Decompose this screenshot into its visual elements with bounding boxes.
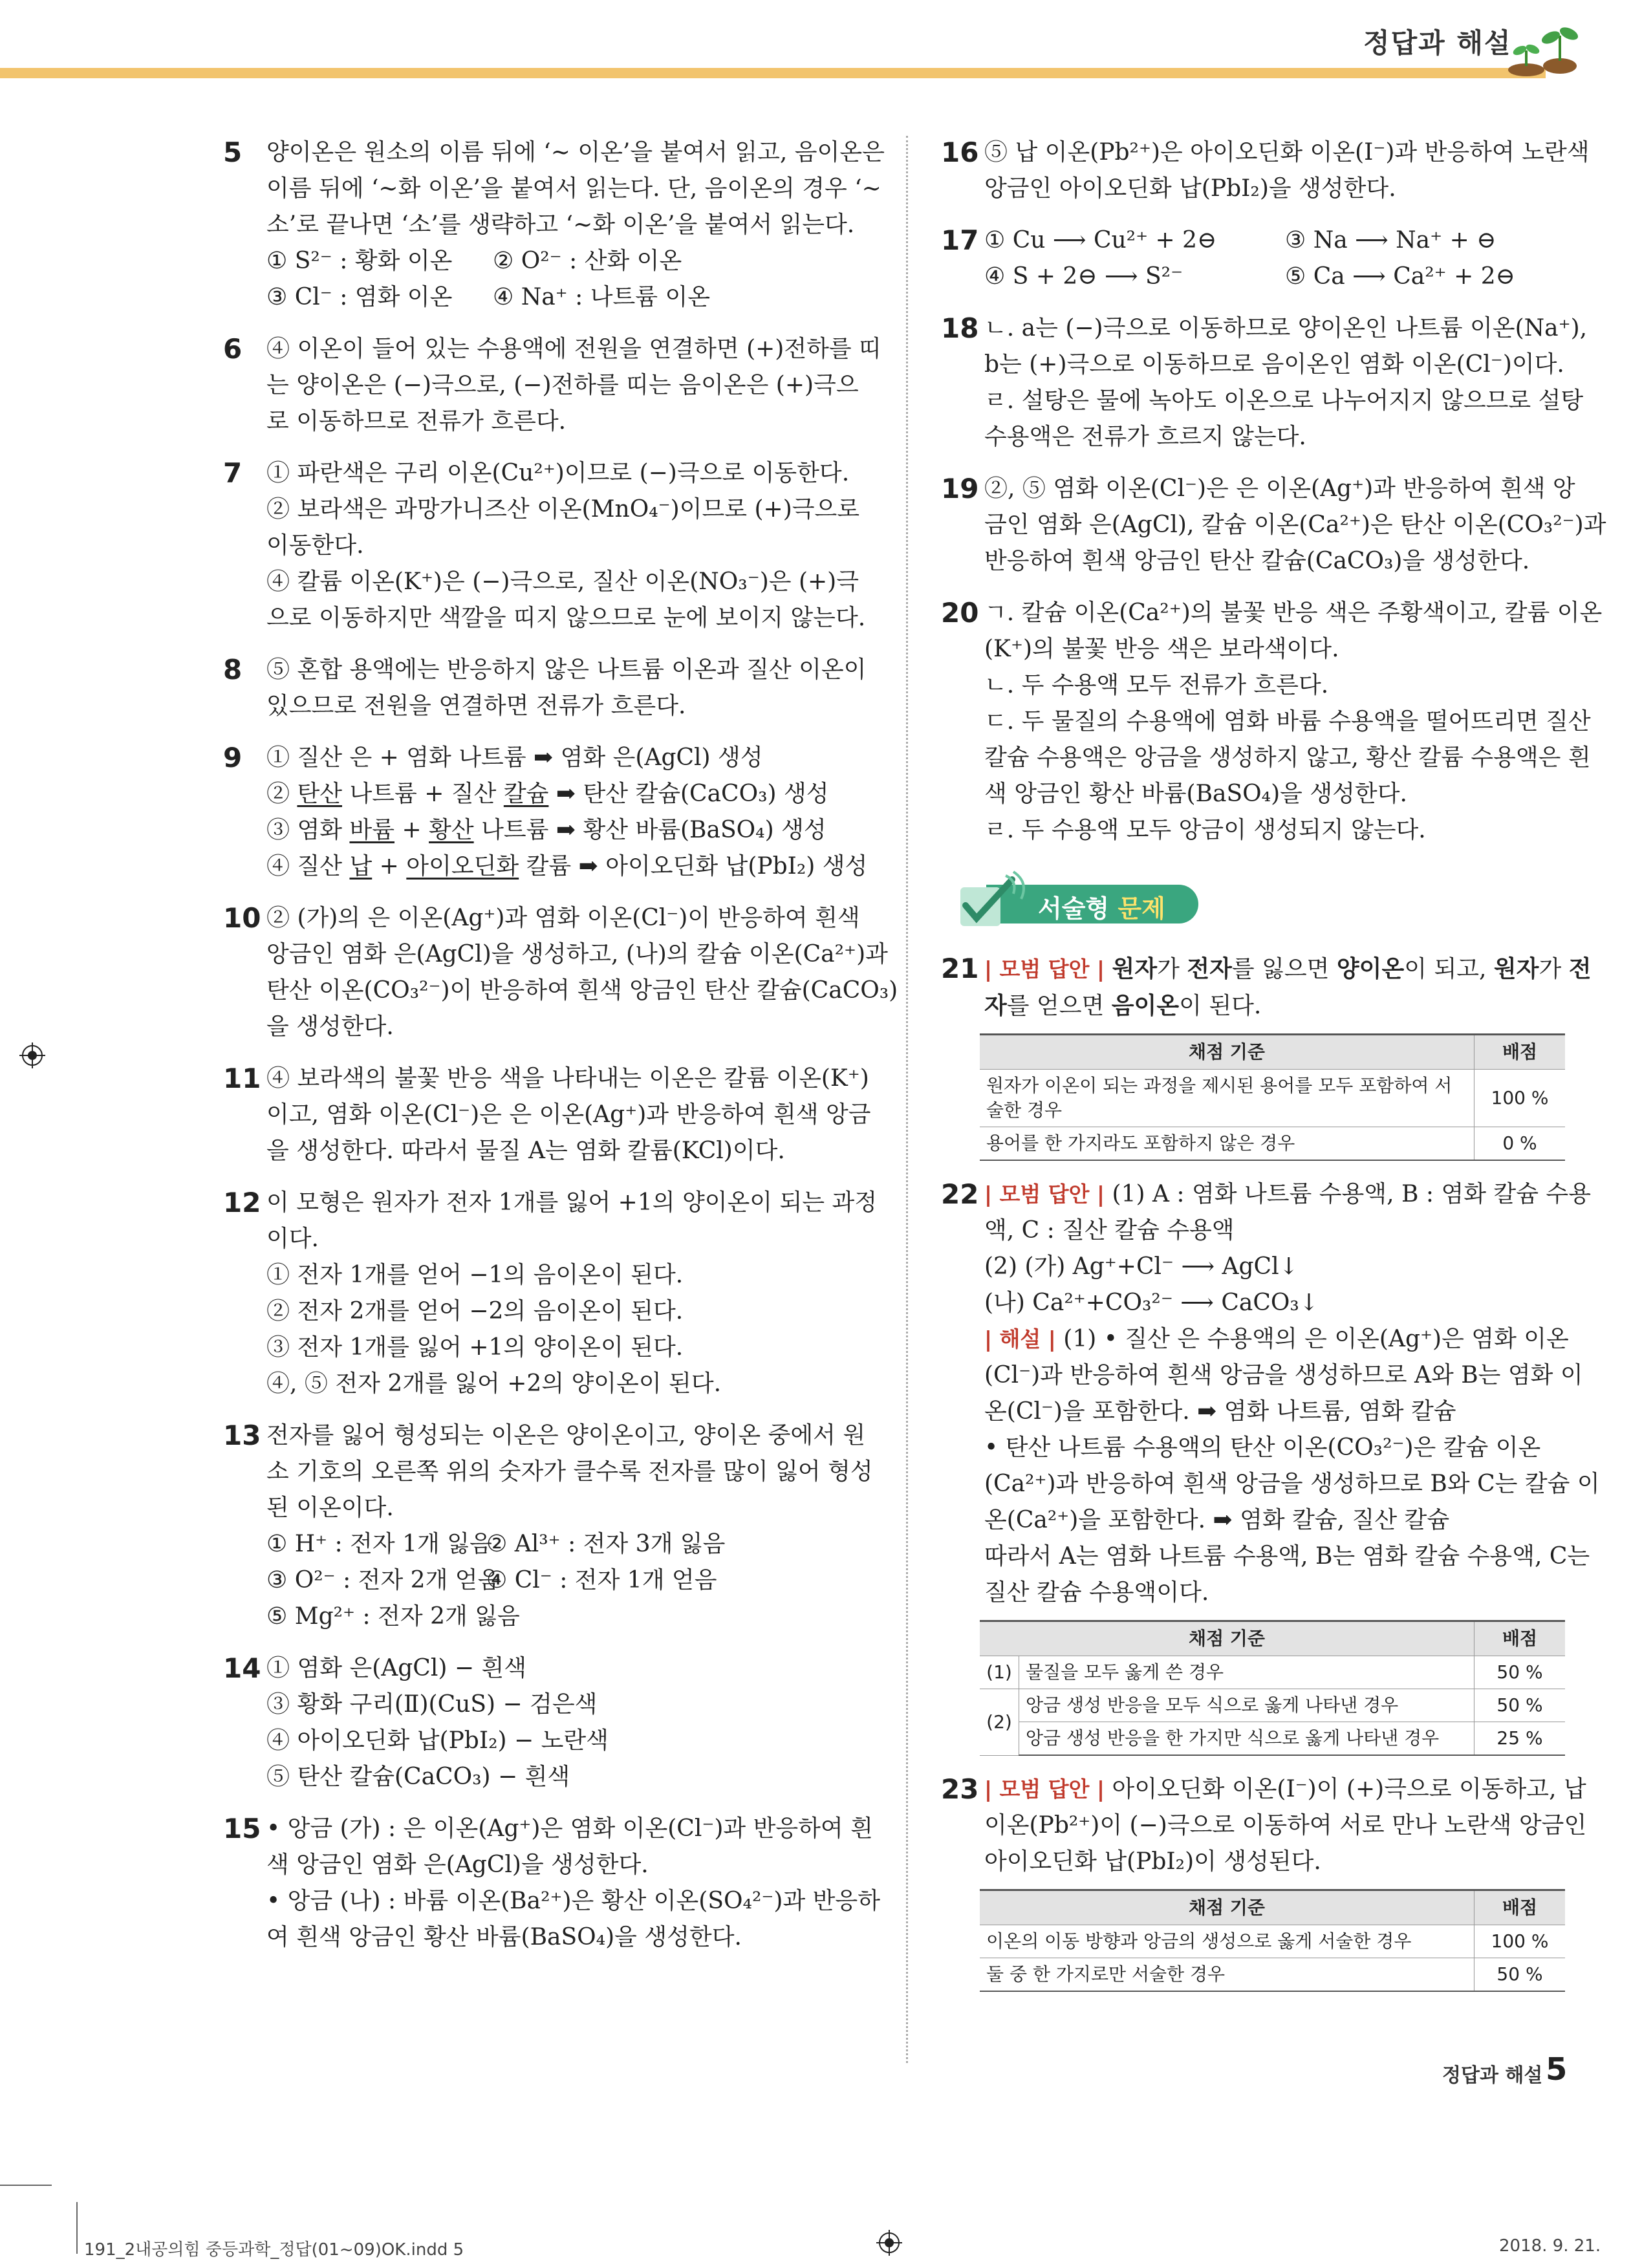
table-cell: 용어를 한 가지라도 포함하지 않은 경우	[980, 1127, 1475, 1161]
answer-line: 전자를 잃어 형성되는 이온은 양이온이고, 양이온 중에서 원	[266, 1422, 866, 1449]
answer-10	[223, 900, 898, 1045]
banner-label-accent: 문제	[1109, 894, 1165, 923]
answer-line: ④, ⑤ 전자 2개를 잃어 +2의 양이온이 된다.	[266, 1370, 722, 1397]
answer-line: ④ 아이오딘화 납(PbI₂) − 노란색	[266, 1727, 609, 1754]
answer-line: ㄱ. 칼슘 이온(Ca²⁺)의 불꽃 반응 색은 주황색이고, 칼륨 이온	[984, 599, 1603, 626]
answer-line: ① 파란색은 구리 이온(Cu²⁺)이므로 (−)극으로 이동한다.	[266, 460, 850, 486]
table-header: 배점	[1475, 1035, 1566, 1070]
answer-16	[941, 135, 1590, 207]
keyword: 원자	[1493, 955, 1539, 982]
table-header: 채점 기준	[980, 1035, 1475, 1070]
answer-line: ② (가)의 은 이온(Ag⁺)과 염화 이온(Cl⁻)이 반응하여 흰색	[266, 905, 860, 931]
keyword: 자	[984, 992, 1007, 1019]
answer-line: 여 흰색 앙금인 황산 바륨(BaSO₄)을 생성한다.	[266, 1924, 742, 1950]
equation: ③ Na ⟶ Na⁺ + ⊖	[1285, 227, 1496, 254]
answer-line: 된 이온이다.	[266, 1495, 394, 1521]
answer-line: 따라서 A는 염화 나트륨 수용액, B는 염화 칼슘 수용액, C는	[984, 1543, 1590, 1570]
answer-line: 색 앙금인 염화 은(AgCl)을 생성한다.	[266, 1852, 649, 1878]
answer-15	[223, 1811, 880, 1956]
answer-line: (Ca²⁺)과 반응하여 흰색 앙금을 생성하므로 B와 C는 칼슘 이	[984, 1471, 1600, 1497]
table-cell: (1)	[980, 1656, 1019, 1689]
text: 아이오딘화 이온(I⁻)이 (+)극으로 이동하고, 납	[1105, 1776, 1586, 1802]
table-row	[980, 1127, 1565, 1161]
question-number: 23	[941, 1773, 979, 1805]
answer-line: ㄴ. 두 수용액 모두 전류가 흐른다.	[984, 672, 1329, 698]
answer-line: ② 보라색은 과망가니즈산 이온(MnO₄⁻)이므로 (+)극으로	[266, 496, 860, 523]
question-number: 6	[223, 333, 243, 365]
question-number: 5	[223, 136, 243, 168]
question-number: 22	[941, 1178, 979, 1210]
crop-mark	[76, 2202, 78, 2254]
option: ① H⁺ : 전자 1개 잃음	[266, 1531, 492, 1557]
underlined-text: 황산	[429, 817, 474, 843]
scoring-table	[980, 1889, 1565, 1992]
table-cell: 원자가 이온이 되는 과정을 제시된 용어를 모두 포함하여 서술한 경우	[980, 1070, 1475, 1127]
answer-line: 질산 칼슘 수용액이다.	[984, 1579, 1209, 1606]
option: ② Al³⁺ : 전자 3개 잃음	[486, 1531, 726, 1557]
answer-line: 앙금인 아이오딘화 납(PbI₂)을 생성한다.	[984, 175, 1396, 202]
answer-line: (K⁺)의 불꽃 반응 색은 보라색이다.	[984, 636, 1339, 662]
text	[1105, 956, 1112, 982]
answer-line: 을 생성한다.	[266, 1013, 394, 1040]
option: ③ O²⁻ : 전자 2개 얻음	[266, 1567, 501, 1593]
answer-line: 칼슘 수용액은 앙금을 생성하지 않고, 황산 칼륨 수용액은 흰	[984, 744, 1591, 771]
answer-line: 양이온은 원소의 이름 뒤에 ‘~ 이온’을 붙여서 읽고, 음이온은	[266, 139, 885, 166]
answer-line	[984, 1321, 1572, 1357]
answer-line: ① 염화 은(AgCl) − 흰색	[266, 1655, 527, 1681]
right-column	[941, 135, 1606, 2007]
table-cell: 50 %	[1475, 1958, 1566, 1992]
answer-23	[941, 1771, 1587, 1992]
answer-line: ③ 전자 1개를 잃어 +1의 양이온이 된다.	[266, 1334, 684, 1361]
question-number: 16	[941, 136, 979, 168]
table-cell: 100 %	[1475, 1925, 1566, 1958]
answer-17	[941, 222, 1572, 295]
answer-line: 온(Cl⁻)을 포함한다. ➡ 염화 나트륨, 염화 칼슘	[984, 1398, 1456, 1425]
answer-line: ㄹ. 두 수용액 모두 앙금이 생성되지 않는다.	[984, 817, 1426, 843]
answer-line: 이온(Pb²⁺)이 (−)극으로 이동하여 서로 만나 노란색 앙금인	[984, 1812, 1587, 1839]
table-cell: 0 %	[1475, 1127, 1566, 1161]
pencil-check-icon	[941, 868, 1038, 933]
text: +	[394, 817, 429, 843]
text: 를 얻으면	[1006, 993, 1112, 1019]
underlined-text: 바륨	[349, 817, 395, 843]
banner-label	[1038, 889, 1165, 924]
answer-line: • 앙금 (나) : 바륨 이온(Ba²⁺)은 황산 이온(SO₄²⁻)과 반응하	[266, 1888, 880, 1914]
table-cell: 둘 중 한 가지로만 서술한 경우	[980, 1958, 1475, 1992]
text: (1) • 질산 은 수용액의 은 이온(Ag⁺)은 염화 이온	[1055, 1326, 1569, 1352]
answer-line: ① 전자 1개를 얻어 −1의 음이온이 된다.	[266, 1262, 684, 1288]
registration-mark-icon	[876, 2230, 902, 2256]
table-row	[980, 1925, 1565, 1958]
question-number: 18	[941, 312, 979, 344]
answer-line: 앙금인 염화 은(AgCl)을 생성하고, (나)의 칼슘 이온(Ca²⁺)과	[266, 941, 888, 967]
question-number: 10	[223, 902, 261, 934]
question-number: 7	[223, 457, 243, 489]
text: 나트륨 + 질산	[342, 781, 504, 807]
table-row	[980, 1689, 1565, 1722]
answer-line: ⑤ 탄산 칼슘(CaCO₃) − 흰색	[266, 1764, 570, 1790]
answer-line: ㄴ. a는 (−)극으로 이동하므로 양이온인 나트륨 이온(Na⁺),	[984, 315, 1588, 341]
answer-line	[266, 848, 868, 885]
answer-line	[266, 812, 860, 848]
answer-line: 탄산 이온(CO₃²⁻)이 반응하여 흰색 앙금인 탄산 칼슘(CaCO₃)	[266, 977, 898, 1004]
table-cell: 물질을 모두 옳게 쓴 경우	[1019, 1656, 1475, 1689]
equation: ⑤ Ca ⟶ Ca²⁺ + 2⊖	[1285, 263, 1515, 290]
text: 이 되고,	[1404, 956, 1494, 982]
answer-line: 액, C : 질산 칼슘 수용액	[984, 1217, 1235, 1244]
file-info: 191_2내공의힘 중등과학_정답(01~09)OK.indd 5	[84, 2240, 464, 2260]
answer-8	[223, 652, 867, 724]
text: 가	[1157, 956, 1187, 982]
answer-line: ④ 이온이 들어 있는 수용액에 전원을 연결하면 (+)전하를 띠	[266, 336, 881, 362]
answer-5	[223, 135, 885, 316]
option: ① S²⁻ : 황화 이온	[266, 248, 453, 274]
answer-14	[223, 1650, 860, 1795]
answer-line	[984, 988, 1572, 1024]
text: +	[372, 853, 407, 880]
table-header: 채점 기준	[980, 1890, 1475, 1925]
crop-mark	[0, 2185, 52, 2186]
equation: ① Cu ⟶ Cu²⁺ + 2⊖	[984, 227, 1217, 254]
question-number: 12	[223, 1187, 261, 1218]
answer-line: • 앙금 (가) : 은 이온(Ag⁺)은 염화 이온(Cl⁻)과 반응하여 흰	[266, 1815, 873, 1842]
answer-line	[266, 776, 860, 812]
answer-line: 이고, 염화 이온(Cl⁻)은 은 이온(Ag⁺)과 반응하여 흰색 앙금	[266, 1101, 871, 1128]
model-answer-label: | 모범 답안 |	[984, 1777, 1105, 1802]
header-bar	[0, 68, 1546, 78]
answer-9	[223, 740, 868, 885]
answer-22	[941, 1176, 1600, 1756]
text: 를 잃으면	[1231, 956, 1337, 982]
sprout-icon	[1507, 19, 1578, 78]
footer-section-title: 정답과 해설	[1442, 2064, 1543, 2087]
question-number: 14	[223, 1652, 261, 1684]
table-row	[980, 1958, 1565, 1992]
equation: ④ S + 2⊖ ⟶ S²⁻	[984, 263, 1183, 290]
answer-line: 소’로 끝나면 ‘소’를 생략하고 ‘~화 이온’을 붙여서 읽는다.	[266, 211, 855, 238]
column-divider	[906, 136, 908, 2063]
answer-13	[223, 1418, 873, 1635]
answer-line	[984, 1771, 1586, 1808]
option: ⑤ Mg²⁺ : 전자 2개 잃음	[266, 1603, 520, 1630]
table-cell: 앙금 생성 반응을 한 가지만 식으로 옳게 나타낸 경우	[1019, 1722, 1475, 1756]
question-number: 8	[223, 654, 243, 686]
question-number: 21	[941, 953, 979, 984]
banner-label-main: 서술형	[1038, 894, 1110, 923]
print-date: 2018. 9. 21.	[1499, 2236, 1601, 2256]
answer-line: ②, ⑤ 염화 이온(Cl⁻)은 은 이온(Ag⁺)과 반응하여 흰색 앙	[984, 475, 1575, 502]
underlined-text: 탄산	[297, 781, 343, 807]
answer-line	[984, 951, 1592, 988]
table-cell: 25 %	[1475, 1722, 1566, 1756]
text: 이 된다.	[1179, 993, 1262, 1019]
answer-line: 소 기호의 오른쪽 위의 숫자가 클수록 전자를 많이 잃어 형성	[266, 1458, 873, 1485]
table-row	[980, 1070, 1565, 1127]
answer-line: ㄹ. 설탕은 물에 녹아도 이온으로 나누어지지 않으므로 설탕	[984, 387, 1584, 414]
answer-6	[223, 331, 881, 440]
option: ③ Cl⁻ : 염화 이온	[266, 284, 453, 310]
answer-line	[984, 1176, 1591, 1213]
text: ③ 염화	[266, 817, 350, 843]
underlined-text: 칼슘	[503, 781, 549, 807]
answer-line: ㄷ. 두 물질의 수용액에 염화 바륨 수용액을 떨어뜨리면 질산	[984, 708, 1591, 735]
text: (1) A : 염화 나트륨 수용액, B : 염화 칼슘 수용	[1105, 1181, 1591, 1207]
answer-line: 이 모형은 원자가 전자 1개를 잃어 +1의 양이온이 되는 과정	[266, 1189, 878, 1216]
question-number: 13	[223, 1420, 261, 1451]
table-cell: 이온의 이동 방향과 앙금의 생성으로 옳게 서술한 경우	[980, 1925, 1475, 1958]
text: 가	[1539, 956, 1569, 982]
page-section-title: 정답과 해설	[1363, 27, 1512, 59]
left-column	[223, 135, 898, 1971]
answer-line: 수용액은 전류가 흐르지 않는다.	[984, 424, 1306, 450]
underlined-text: 아이오딘화	[406, 853, 519, 880]
answer-line: 으로 이동하지만 색깔을 띠지 않으므로 눈에 보이지 않는다.	[266, 605, 866, 631]
answer-line: (Cl⁻)과 반응하여 흰색 앙금을 생성하므로 A와 B는 염화 이	[984, 1362, 1583, 1388]
answer-line: ① 질산 은 + 염화 나트륨 ➡ 염화 은(AgCl) 생성	[266, 744, 763, 771]
answer-line: ② 전자 2개를 얻어 −2의 음이온이 된다.	[266, 1298, 684, 1324]
table-cell: 100 %	[1475, 1070, 1566, 1127]
answer-12	[223, 1185, 878, 1402]
question-number: 15	[223, 1813, 261, 1844]
model-answer-label: | 모범 답안 |	[984, 1182, 1105, 1207]
answer-line: 온(Ca²⁺)을 포함한다. ➡ 염화 칼슘, 질산 칼슘	[984, 1507, 1450, 1533]
answer-line: • 탄산 나트륨 수용액의 탄산 이온(CO₃²⁻)은 칼슘 이온	[984, 1434, 1541, 1461]
page-number: 5	[1546, 2051, 1568, 2088]
option: ④ Cl⁻ : 전자 1개 얻음	[486, 1567, 717, 1593]
answer-21	[941, 951, 1592, 1161]
answer-line: 아이오딘화 납(PbI₂)이 생성된다.	[984, 1848, 1321, 1875]
answer-line: 금인 염화 은(AgCl), 칼슘 이온(Ca²⁺)은 탄산 이온(CO₃²⁻)과	[984, 512, 1606, 538]
answer-line: 색 앙금인 황산 바륨(BaSO₄)을 생성한다.	[984, 781, 1407, 807]
question-number: 20	[941, 597, 979, 629]
answer-line: 이동한다.	[266, 532, 364, 559]
option: ④ Na⁺ : 나트륨 이온	[493, 284, 711, 310]
table-header: 배점	[1475, 1890, 1566, 1925]
answer-line: 을 생성한다. 따라서 물질 A는 염화 칼륨(KCl)이다.	[266, 1138, 785, 1164]
text: 나트륨 ➡ 황산 바륨(BaSO₄) 생성	[473, 817, 826, 843]
answer-19	[941, 471, 1606, 579]
answer-line: 반응하여 흰색 앙금인 탄산 칼슘(CaCO₃)을 생성한다.	[984, 548, 1530, 574]
text: ②	[266, 781, 297, 807]
scoring-table	[980, 1620, 1565, 1756]
underlined-text: 납	[349, 853, 373, 880]
scoring-table	[980, 1033, 1565, 1161]
answer-line: ④ 보라색의 불꽃 반응 색을 나타내는 이온은 칼륨 이온(K⁺)	[266, 1065, 869, 1092]
text: 칼륨 ➡ 아이오딘화 납(PbI₂) 생성	[519, 853, 868, 880]
table-cell: 50 %	[1475, 1689, 1566, 1722]
text: ➡ 탄산 칼슘(CaCO₃) 생성	[548, 781, 829, 807]
answer-line: 이다.	[266, 1226, 319, 1252]
table-cell: 50 %	[1475, 1656, 1566, 1689]
answer-line: 이름 뒤에 ‘~화 이온’을 붙여서 읽는다. 단, 음이온의 경우 ‘~	[266, 175, 881, 202]
answer-line: ⑤ 혼합 용액에는 반응하지 않은 나트륨 이온과 질산 이온이	[266, 656, 867, 683]
answer-11	[223, 1061, 871, 1169]
keyword: 양이온	[1336, 955, 1405, 982]
question-number: 19	[941, 473, 979, 504]
answer-line: ④ 칼륨 이온(K⁺)은 (−)극으로, 질산 이온(NO₃⁻)은 (+)극	[266, 568, 859, 595]
keyword: 전자	[1187, 955, 1232, 982]
question-number: 9	[223, 742, 243, 773]
answer-line: 는 양이온은 (−)극으로, (−)전하를 띠는 음이온은 (+)극으	[266, 372, 859, 398]
answer-line: b는 (+)극으로 이동하므로 음이온인 염화 이온(Cl⁻)이다.	[984, 351, 1564, 378]
question-number: 11	[223, 1063, 261, 1094]
keyword: 전	[1568, 955, 1592, 982]
table-row	[980, 1722, 1565, 1756]
table-header: 채점 기준	[980, 1621, 1475, 1656]
table-row	[980, 1656, 1565, 1689]
section-banner	[941, 868, 1572, 933]
keyword: 원자	[1112, 955, 1158, 982]
answer-line: ③ 황화 구리(Ⅱ)(CuS) − 검은색	[266, 1691, 598, 1718]
registration-mark-icon	[19, 1042, 45, 1068]
text: ④ 질산	[266, 853, 350, 880]
explanation-label: | 해설 |	[984, 1326, 1056, 1352]
answer-line: (나) Ca²⁺+CO₃²⁻ ⟶ CaCO₃↓	[984, 1290, 1319, 1316]
answer-line: 있으므로 전원을 연결하면 전류가 흐른다.	[266, 693, 686, 719]
model-answer-label: | 모범 답안 |	[984, 956, 1105, 982]
table-header: 배점	[1475, 1621, 1566, 1656]
option: ② O²⁻ : 산화 이온	[493, 248, 682, 274]
question-number: 17	[941, 224, 979, 256]
answer-7	[223, 455, 866, 636]
table-cell: 앙금 생성 반응을 모두 식으로 옳게 나타낸 경우	[1019, 1689, 1475, 1722]
answer-18	[941, 310, 1588, 455]
answer-line: ⑤ 납 이온(Pb²⁺)은 아이오딘화 이온(I⁻)과 반응하여 노란색	[984, 139, 1590, 166]
answer-20	[941, 595, 1603, 848]
table-cell: (2)	[980, 1689, 1019, 1756]
answer-line: (2) (가) Ag⁺+Cl⁻ ⟶ AgCl↓	[984, 1253, 1299, 1280]
keyword: 음이온	[1111, 992, 1180, 1019]
answer-line: 로 이동하므로 전류가 흐른다.	[266, 408, 567, 435]
